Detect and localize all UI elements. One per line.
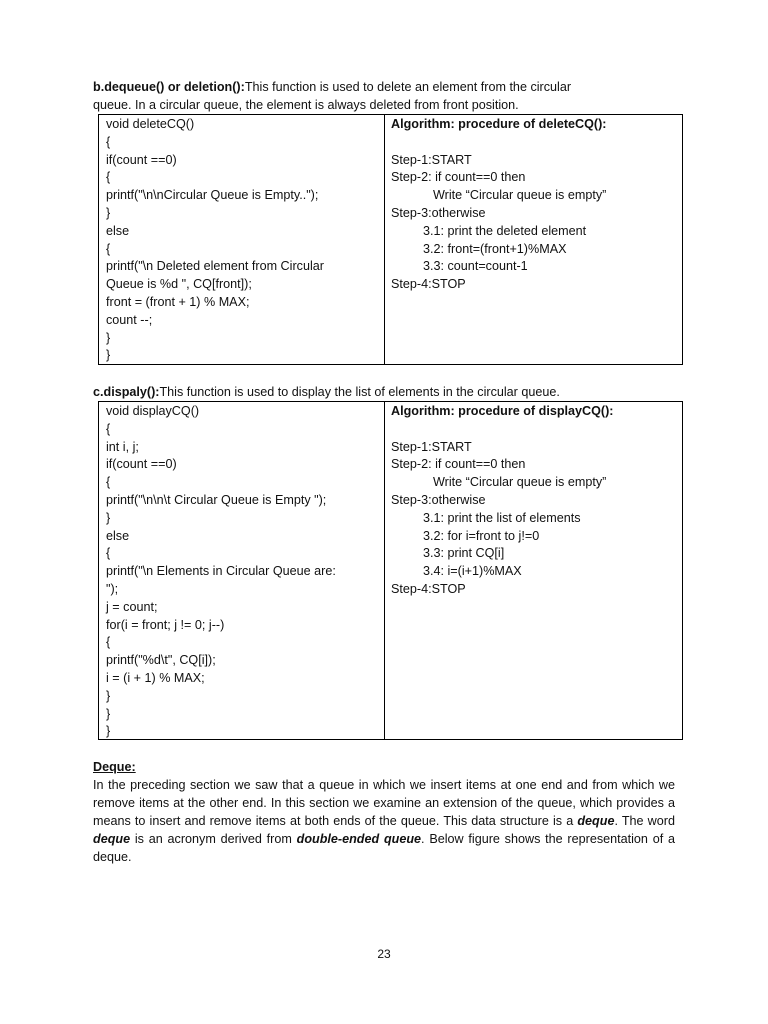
- deque-text-3: is an acronym derived from: [130, 832, 297, 846]
- delete-cq-algo-title: Algorithm: procedure of deleteCQ():: [391, 117, 607, 131]
- display-cq-code-line: if(count ==0): [106, 457, 177, 472]
- delete-cq-code: [99, 115, 385, 364]
- display-cq-code-line: int i, j;: [106, 439, 139, 454]
- display-cq-code-line: ");: [106, 581, 119, 596]
- deque-term-1: deque: [577, 814, 615, 828]
- display-cq-code-line: {: [106, 635, 111, 650]
- display-cq-algo-line: 3.2: for i=front to j!=0: [423, 528, 540, 543]
- display-cq-code: [99, 402, 385, 739]
- deque-text-2: . The word: [614, 814, 675, 828]
- delete-cq-code-line: else: [106, 223, 130, 238]
- delete-cq-algo-line: 3.2: front=(front+1)%MAX: [423, 241, 567, 256]
- delete-cq-code-line: }: [106, 205, 111, 220]
- display-cq-algorithm: [385, 402, 682, 739]
- display-cq-code-line: for(i = front; j != 0; j--): [106, 617, 225, 632]
- delete-cq-code-line: {: [106, 241, 111, 256]
- display-cq-algo-line: Write “Circular queue is empty”: [433, 475, 607, 490]
- delete-cq-algo-line: 3.1: print the deleted element: [423, 223, 587, 238]
- delete-cq-algorithm: [385, 115, 682, 364]
- display-cq-algo-line: Step-1:START: [391, 439, 472, 454]
- display-cq-code-line: {: [106, 421, 111, 436]
- delete-cq-code-line: printf("\n\nCircular Queue is Empty..");: [106, 188, 319, 203]
- delete-cq-algo-line: Step-2: if count==0 then: [391, 170, 526, 185]
- delete-cq-code-line: }: [106, 330, 111, 345]
- display-cq-algo-line: 3.3: print CQ[i]: [423, 546, 505, 561]
- display-cq-table: [98, 401, 683, 740]
- display-cq-code-line: printf("%d\t", CQ[i]);: [106, 653, 216, 668]
- delete-cq-code-line: {: [106, 134, 111, 149]
- section-c-heading: c.dispaly():: [93, 385, 160, 399]
- display-cq-code-line: else: [106, 528, 130, 543]
- section-b-text-2: queue. In a circular queue, the element is always deleted from front position.: [93, 98, 519, 112]
- display-cq-algo-line: 3.1: print the list of elements: [423, 510, 581, 525]
- section-b-text-1: This function is used to delete an element from the circular: [244, 80, 572, 94]
- deque-term-3: double-ended queue: [296, 832, 422, 846]
- display-cq-algo-title: Algorithm: procedure of displayCQ():: [391, 404, 614, 418]
- display-cq-algo-line: Step-4:STOP: [391, 581, 466, 596]
- delete-cq-algo-line: 3.3: count=count-1: [423, 259, 528, 274]
- display-cq-code-line: printf("\n Elements in Circular Queue are:: [106, 564, 336, 579]
- display-cq-code-line: void displayCQ(): [106, 404, 200, 418]
- delete-cq-code-line: front = (front + 1) % MAX;: [106, 294, 250, 309]
- display-cq-algo-line: Step-3:otherwise: [391, 492, 486, 507]
- delete-cq-algo-line: Write “Circular queue is empty”: [433, 188, 607, 203]
- delete-cq-code-line: {: [106, 170, 111, 185]
- delete-cq-algo-line: Step-3:otherwise: [391, 205, 486, 220]
- deque-heading: Deque:: [93, 760, 136, 774]
- display-cq-code-line: j = count;: [106, 599, 158, 614]
- display-cq-code-line: }: [106, 724, 111, 739]
- delete-cq-algo-line: Step-1:START: [391, 152, 472, 167]
- section-c-intro: [93, 383, 675, 401]
- deque-term-2: deque: [93, 832, 131, 846]
- display-cq-code-line: i = (i + 1) % MAX;: [106, 670, 205, 685]
- display-cq-code-line: }: [106, 510, 111, 525]
- delete-cq-algo-line: Step-4:STOP: [391, 277, 466, 292]
- display-cq-algo-line: [391, 421, 682, 439]
- delete-cq-code-line: }: [106, 348, 111, 363]
- display-cq-code-line: {: [106, 475, 111, 490]
- display-cq-algo-line: Step-2: if count==0 then: [391, 457, 526, 472]
- delete-cq-code-line: if(count ==0): [106, 152, 177, 167]
- deque-text-1: In the preceding section we saw that a queue in which we insert items at one end and from which we remove items at the other end. In this section we examine an extension of the queue, which provides a means to insert and remove items at both ends of the queue. This data structure is a: [93, 778, 675, 828]
- display-cq-algo-line: 3.4: i=(i+1)%MAX: [423, 564, 522, 579]
- delete-cq-table: [98, 114, 683, 365]
- delete-cq-code-line: printf("\n Deleted element from Circular: [106, 259, 324, 274]
- deque-text-4: . Below figure shows the representation of a deque.: [93, 832, 675, 864]
- display-cq-code-line: }: [106, 688, 111, 703]
- section-c-text-1: This function is used to display the list of elements in the circular queue.: [159, 385, 560, 399]
- display-cq-code-line: {: [106, 546, 111, 561]
- delete-cq-code-line: void deleteCQ(): [106, 117, 195, 131]
- deque-paragraph: [93, 776, 675, 866]
- section-b-heading: b.dequeue() or deletion():: [93, 80, 245, 94]
- display-cq-code-line: printf("\n\n\t Circular Queue is Empty ");: [106, 492, 327, 507]
- delete-cq-code-line: Queue is %d ", CQ[front]);: [106, 277, 252, 292]
- section-b-intro: [93, 78, 675, 114]
- delete-cq-code-line: count --;: [106, 312, 153, 327]
- page-number: 23: [377, 947, 391, 961]
- delete-cq-algo-line: [391, 134, 682, 152]
- display-cq-code-line: }: [106, 706, 111, 721]
